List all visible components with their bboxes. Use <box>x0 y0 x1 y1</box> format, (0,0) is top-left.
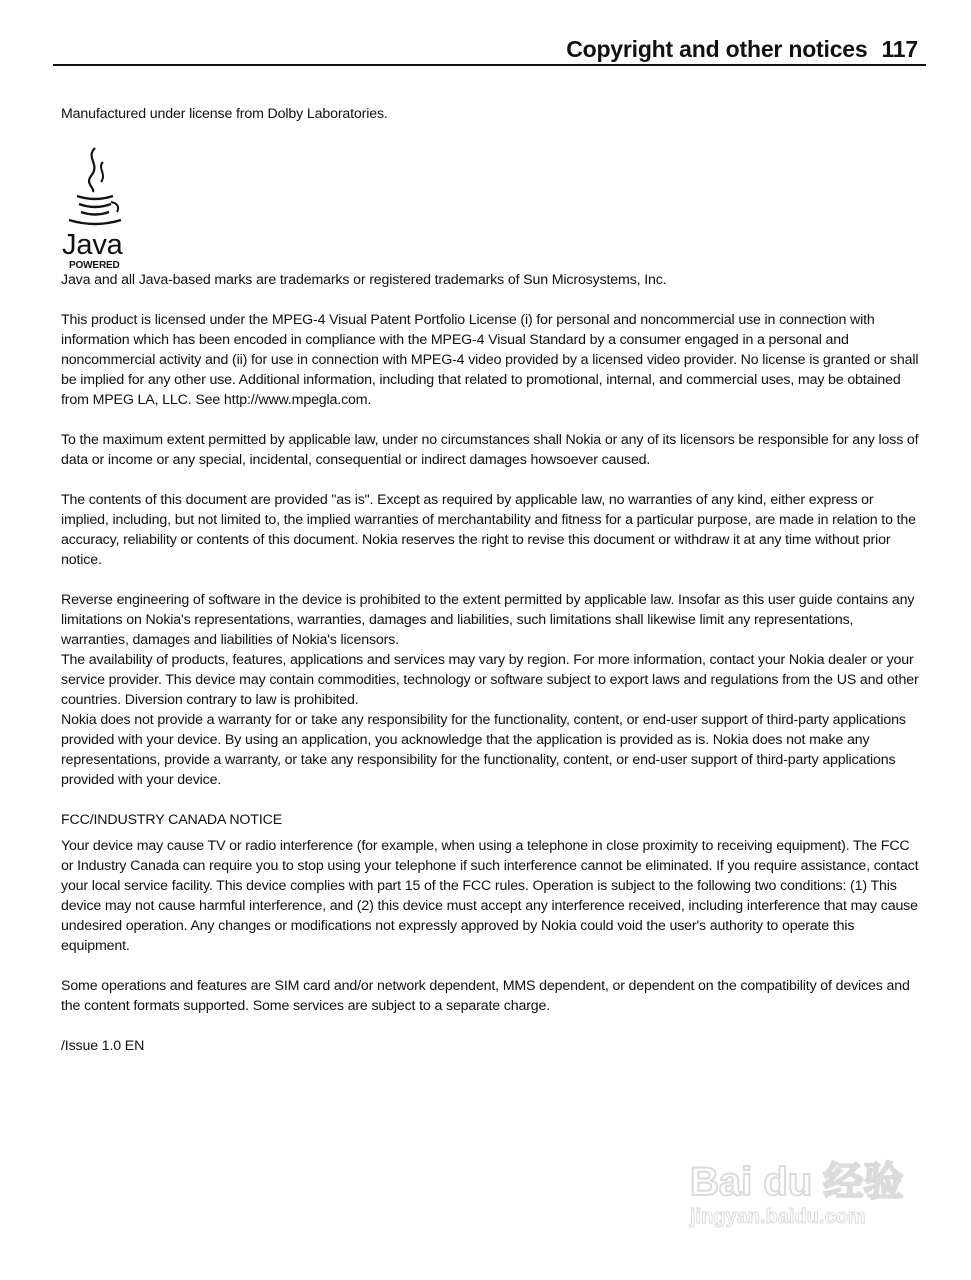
issue-label: /Issue 1.0 EN <box>61 1038 145 1054</box>
availability-notice: The availability of products, features, applications and services may vary by region. For more information, contact your Nokia dealer or your service provider. This device may contain commodities, technology or software subject to export laws and regulations from the US and other countries. Diversion contrary to law is prohibited. <box>61 652 919 708</box>
liability-notice: To the maximum extent permitted by applicable law, under no circumstances shall Nokia or any of its licensors be responsible for any loss of data or income or any special, incidental, consequential or indirect damages howsoever caused. <box>61 432 919 468</box>
reverse-engineering-notice: Reverse engineering of software in the device is prohibited to the extent permitted by applicable law. Insofar as this user guide contains any limitations on Nokia's representations, warranties, damages and liabilities, such limitations shall likewise limit any representations, warranties, damages and liabilities of Nokia's licensors. <box>61 592 915 648</box>
watermark-url: jingyan.baidu.com <box>690 1206 866 1228</box>
header-title-row <box>566 36 918 63</box>
java-powered-logo <box>61 146 131 270</box>
baidu-watermark <box>690 1150 930 1250</box>
svg-text:POWERED: POWERED <box>69 260 120 270</box>
section-title: Copyright and other notices <box>566 36 868 62</box>
sim-notice: Some operations and features are SIM card and/or network dependent, MMS dependent, or dependent on the compatibility of devices and the content formats supported. Some services are subject to a separate charge. <box>61 978 910 1014</box>
page-number: 117 <box>881 36 918 62</box>
third-party-notice: Nokia does not provide a warranty for or take any responsibility for the functionality, content, or end-user support of third-party applications provided with your device. By using an application, you acknowledge that the application is provided as is. Nokia does not make any representations, provide a warranty, or take any responsibility for the functionality, content, or end-user support of third-party applications provided with your device. <box>61 712 906 788</box>
mpeg-license: This product is licensed under the MPEG-4 Visual Patent Portfolio License (i) for personal and noncommercial use in connection with information which has been encoded in compliance with the MPEG-4 Visual Standard by a consumer engaged in a personal and noncommercial activity and (ii) for use in connection with MPEG-4 video provided by a licensed video provider. No license is granted or shall be implied for any other use. Additional information, including that related to promotional, internal, and commercial uses, may be obtained from MPEG LA, LLC. See http://www.mpegla.com. <box>61 312 919 408</box>
fcc-heading: FCC/INDUSTRY CANADA NOTICE <box>61 812 283 828</box>
document-body <box>61 104 921 1056</box>
dolby-notice: Manufactured under license from Dolby Laboratories. <box>61 106 388 122</box>
watermark-main-text: Bai du 经验 <box>690 1160 904 1204</box>
page-header <box>53 34 926 66</box>
as-is-notice: The contents of this document are provided "as is". Except as required by applicable law, no warranties of any kind, either express or implied, including, but not limited to, the implied warranties of merchantability and fitness for a particular purpose, are made in relation to the accuracy, reliability or contents of this document. Nokia reserves the right to revise this document or withdraw it at any time without prior notice. <box>61 492 916 568</box>
java-trademark: Java and all Java-based marks are trademarks or registered trademarks of Sun Microsystems, Inc. <box>61 272 667 288</box>
fcc-notice: Your device may cause TV or radio interference (for example, when using a telephone in close proximity to receiving equipment). The FCC or Industry Canada can require you to stop using your telephone if such interference cannot be eliminated. If you require assistance, contact your local service facility. This device complies with part 15 of the FCC rules. Operation is subject to the following two conditions: (1) This device may not cause harmful interference, and (2) this device must accept any interference received, including interference that may cause undesired operation. Any changes or modifications not expressly approved by Nokia could void the user's authority to operate this equipment. <box>61 838 919 954</box>
svg-text:Java: Java <box>62 229 123 261</box>
